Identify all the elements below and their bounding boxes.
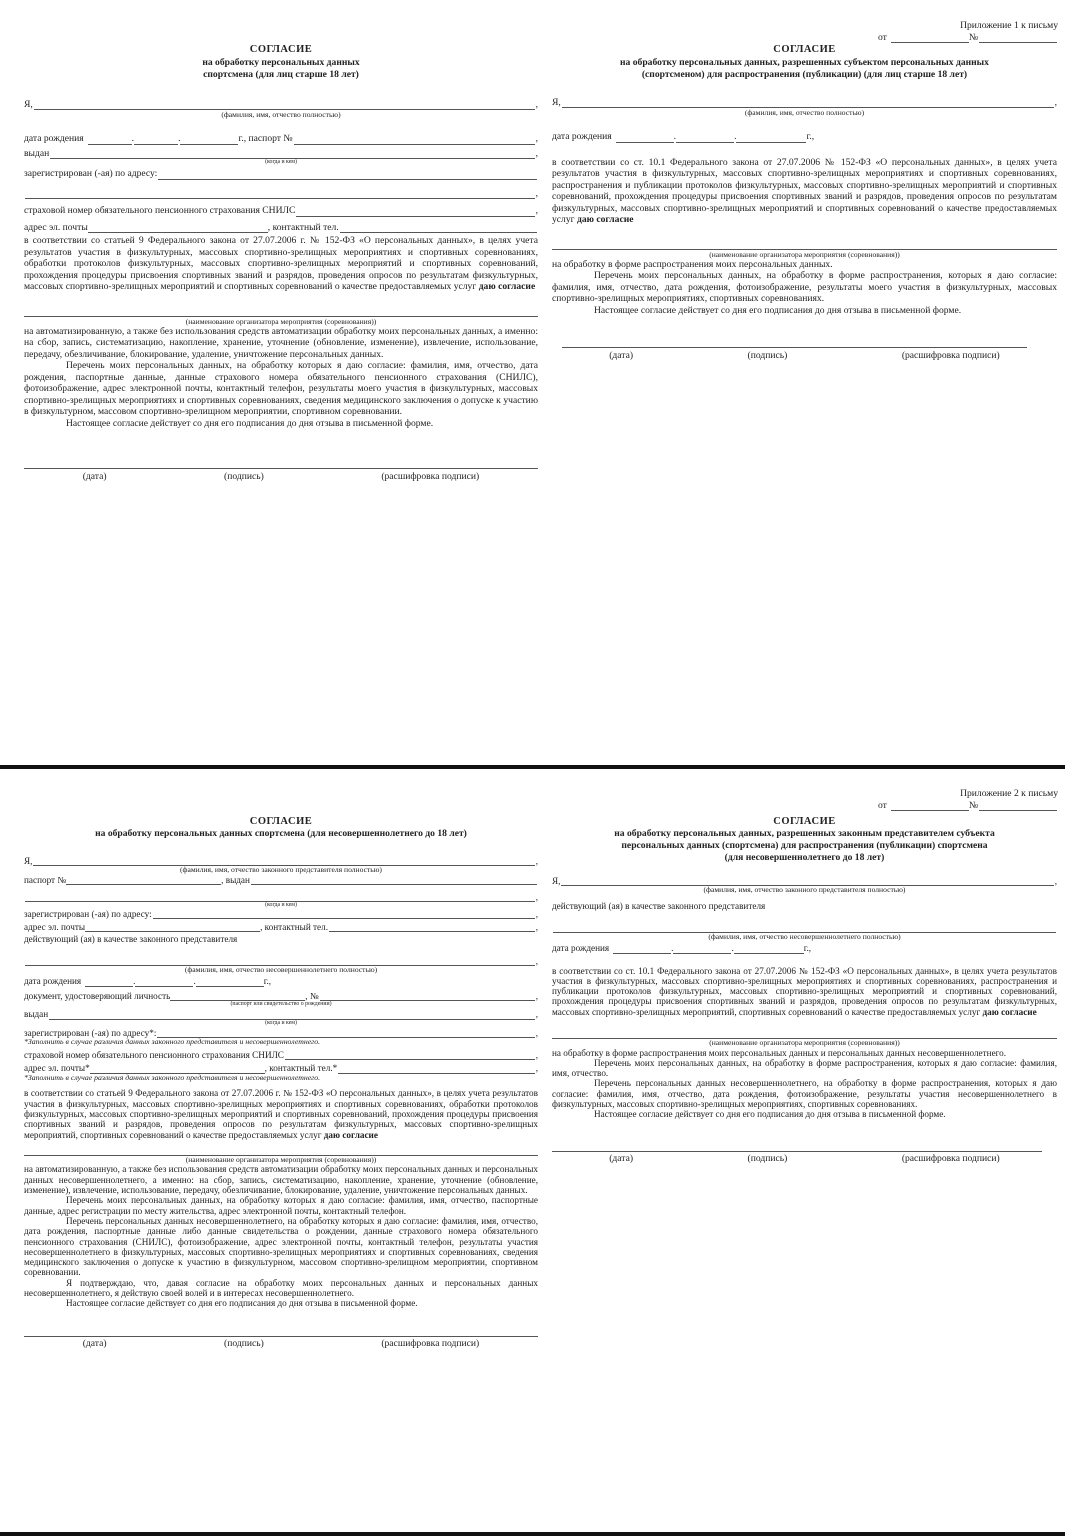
hint-organizer: (наименование организатора мероприятия (соревнования)) (709, 249, 900, 259)
signature-line[interactable] (552, 1150, 1042, 1152)
dob-month-field[interactable] (135, 977, 193, 987)
footnote-address: *Заполнить в случае различия данных законного представителя и несовершеннолетнего. (24, 1037, 321, 1047)
issued-field-2[interactable] (25, 892, 535, 902)
snils-field[interactable] (296, 207, 534, 217)
dob-day-field[interactable] (85, 977, 133, 987)
hint-fio-rep: (фамилия, имя, отчество законного представителя полностью) (180, 865, 382, 875)
phone-field[interactable] (340, 223, 537, 233)
sheet-bottom (0, 770, 1065, 1532)
consent-form-adult-publication (552, 44, 1057, 362)
signature-captions: (дата) (подпись) (расшифровка подписи) (609, 350, 1000, 362)
sheet-divider (0, 765, 1065, 769)
hint-id-document: (паспорт или свидетельство о рождении) (230, 1000, 332, 1007)
passport-field[interactable] (294, 135, 535, 145)
validity-paragraph: Настоящее согласие действует со дня его подписания до дня отзыва в письменной форме. (66, 417, 434, 429)
address-minor-row: зарегистрирован (-ая) по адресу*: , (24, 1028, 538, 1039)
contacts-row: адрес эл. почты , контактный тел. (24, 222, 538, 234)
fio-row: Я, , (24, 855, 538, 866)
consent-form-minor: СОГЛАСИЕ на обработку персональных данных спортсмена (для несовершеннолетнего до 18 лет) Я, , (фамилия, имя, отчество законного представителя полностью) паспорт № , выдан , (когда и кем) зарегистрирован (-ая) по адресу: , адрес эл. почты , контактный тел. , действующий (ая) в качестве законного представителя , (фамилия, имя, отчество несовершеннолетнего полностью) дата рождения . . г., документ, удостоверяющий личность , № , (паспорт или свидетельство о рождении) выдан , (когда и кем) зарегистрирован (-ая) по адресу*: , *Заполнить в случае различия данных законного представителя и несовершеннолетнего. страховой номер обязательного пенсионного страхования СНИЛС , адрес эл. почты* , контактный тел.* , *Заполнить в случае различия данных законного представителя и несовершеннолетнего. в соответствии со статьей 9 Федерального закона от 27.07.2006 г. № 152-ФЗ «О персональных данных», в целях учета результатов участия в физкультурных, массовых спортивно-зрелищных мероприятиях и спортивных соревнованиях, обработки протоколов физкультурных, массовых спортивно-зрелищных мероприятий и спортивных соревнований, прохождения процедуры присвоения спортивных званий и разрядов, проведения опросов по результатам физкультурных, массовых спортивно-зрелищных мероприятий, спортивных соревнований о качестве предоставляемых услуг даю согласие (наименование организатора мероприятия (соревнования)) на автоматизированную, а также без использования средств автоматизации обработку моих персональных данных и персональных данных несовершеннолетнего, а именно: на сбор, запись, систематизацию, накопление, хранение, уточнение (обновление, изменение), извлечение, использование, передачу, обезличивание, блокирование, удаление, уничтожение персональных данных. Перечень моих персональных данных, на обработку которых я даю согласие: фамилия, имя, отчество, паспортные данные, адрес регистрации по месту жительства, адрес электронной почты, контактный телефон. Перечень персональных данных несовершеннолетнего, на обработку которых я даю согласие: фамилия, имя, отчество, дата рождения, паспортные данные либо данные свидетельства о рождении, данные страхового номера обязательного пенсионного страхования (СНИЛС), фотоизображение, адрес электронной почты, контактный телефон, результаты участия несовершеннолетнего в физкультурных, массовых спортивно-зрелищных мероприятиях и спортивных соревнованиях, сведения медицинского заключения о допуске к участию в физкультурном, массовом спортивно-зрелищном мероприятии, спортивном соревновании. Я подтверждаю, что, давая согласие на обработку моих персональных данных и персональных данных несовершеннолетнего, я действую своей волей и в интересах несовершеннолетнего. Настоящее согласие действует со дня его подписания до дня отзыва в письменной форме. (дата) (подпись) (расшифровка подписи) (24, 816, 538, 1349)
consent-form-adult: СОГЛАСИЕ на обработку персональных данных спортсмена (для лиц старше 18 лет) Я, , (фамилия, имя, отчество полностью) дата рождения . . г., паспорт № , выдан , (когда и кем) зарегистрирован (-ая) по адресу: , страховой номер обязательного пенсионного страхования СНИЛС , адрес эл. почты , контактный тел. в соответствии со статьей 9 Федерального закона от 27.07.2006 г. № 152-ФЗ «О персональных данных», в целях учета результатов участия в физкультурных, массовых спортивно-зрелищных мероприятиях и спортивных соревнованиях, обработки протоколов физкультурных, массовых спортивно-зрелищных мероприятий и спортивных соревнований, прохождения процедуры присвоения спортивных званий и разрядов, проведения опросов по результатам физкультурных, массовых спортивно-зрелищных мероприятий и спортивных соревнований о качестве предоставляемых услуг даю согласие (наименование организатора мероприятия (соревнования)) на автоматизированную, а также без использования средств автоматизации обработку моих персональных данных, а именно: на сбор, запись, систематизацию, накопление, хранение, уточнение (обновление, изменение), извлечение, использование, передачу, обезличивание, блокирование, удаление, уничтожение персональных данных. Перечень моих персональных данных, на обработку которых я даю согласие: фамилия, имя, отчество, дата рождения, паспортные данные, данные страхового номера обязательного пенсионного страхования (СНИЛС), фотоизображение, адрес электронной почты, контактный телефон, результаты моего участия в физкультурных, массовых спортивно-зрелищных мероприятиях и спортивных соревнованиях, сведения медицинского заключения о допуске к участию в физкультурном, массовом спортивно-зрелищном мероприятии, спортивном соревновании. Настоящее согласие действует со дня его подписания до дня отзыва в письменной форме. (дата) (подпись) (расшифровка подписи) (24, 44, 538, 483)
address-row: зарегистрирован (-ая) по адресу: (24, 168, 538, 180)
appendix-label: Приложение 2 к письму (960, 788, 1058, 799)
form-title: СОГЛАСИЕ (249, 816, 313, 827)
dob-day-field[interactable] (88, 135, 132, 145)
form-subtitle: на обработку персональных данных (202, 56, 360, 68)
form-subtitle: на обработку персональных данных, разрешенных субъектом персональных данных (620, 56, 989, 68)
passport-field[interactable] (66, 875, 221, 885)
signature-line[interactable] (24, 467, 538, 469)
form-subtitle: спортсмена (для лиц старше 18 лет) (203, 68, 359, 80)
phone-minor-field[interactable] (338, 1064, 534, 1074)
dob-year-field[interactable] (180, 135, 238, 145)
signature-captions: (дата) (подпись) (расшифровка подписи) (82, 471, 480, 483)
address-field[interactable] (153, 909, 535, 919)
issued-row: выдан , (24, 147, 538, 159)
issued-field[interactable] (251, 875, 537, 885)
confirm-paragraph: Я подтверждаю, что, давая согласие на обработку моих персональных данных и персональных данных несовершеннолетнего, я действую своей волей и в интересах несовершеннолетнего. (24, 1277, 538, 1299)
signature-captions: (дата) (подпись) (расшифровка подписи) (609, 1152, 1000, 1164)
dob-year-field[interactable] (736, 133, 806, 143)
id-document-row: документ, удостоверяющий личность , № , (24, 990, 538, 1001)
list-minor-paragraph: Перечень персональных данных несовершеннолетнего, на обработку которых я даю согласие: фамилия, имя, отчество, дата рождения, паспортные данные либо данные свидетельства о рождении, данные страхового номера обязательного пенсионного страхования (СНИЛС), фотоизображение, адрес электронной почты, контактный телефон, результаты участия несовершеннолетнего в физкультурных, массовых спортивно-зрелищных мероприятиях и спортивных соревнованиях, сведения медицинского заключения о допуске к участию в физкультурном, массовом спортивно-зрелищном мероприятии, спортивном соревновании. (24, 1215, 538, 1278)
appendix-label: Приложение 1 к письму (960, 20, 1058, 31)
letter-date-field[interactable] (891, 801, 969, 811)
id-document-field[interactable] (170, 991, 305, 1001)
form-subtitle: персональных данных (спортсмена) для распространения (публикации) спортсмена (621, 839, 988, 851)
fio-row: Я, , (552, 875, 1057, 886)
email-field[interactable] (88, 223, 268, 233)
form-title: СОГЛАСИЕ (249, 44, 313, 55)
snils-field[interactable] (285, 1050, 535, 1060)
acting-label: действующий (ая) в качестве законного представителя (24, 934, 238, 945)
issued-minor-row: выдан , (24, 1009, 538, 1020)
fio-row: Я, , (24, 98, 538, 110)
contacts-minor-row: адрес эл. почты* , контактный тел.* , (24, 1063, 538, 1074)
acting-label: действующий (ая) в качестве законного представителя (552, 900, 766, 911)
hint-fio-rep: (фамилия, имя, отчество законного представителя полностью) (703, 885, 906, 894)
address-field-2[interactable] (25, 189, 535, 199)
fio-field[interactable] (34, 100, 535, 110)
form-subtitle: (спортсменом) для распространения (публикации) (для лиц старше 18 лет) (641, 68, 968, 80)
letter-number-field[interactable] (979, 801, 1057, 811)
basis-paragraph: в соответствии со статьей 9 Федерального закона от 27.07.2006 г. № 152-ФЗ «О персональных данных», в целях учета результатов участия в физкультурных, массовых спортивно-зрелищных мероприятиях и спортивных соревнованиях, обработки протоколов физкультурных, массовых спортивно-зрелищных мероприятий и спортивных соревнований, прохождения процедуры присвоения спортивных званий и разрядов, проведения опросов по результатам физкультурных, массовых спортивно-зрелищных мероприятий и спортивных соревнований о качестве предоставляемых услуг даю согласие (24, 235, 538, 293)
dob-month-field[interactable] (134, 135, 178, 145)
id-number-field[interactable] (320, 991, 535, 1001)
address-field[interactable] (158, 170, 537, 180)
dob-year-field[interactable] (196, 977, 264, 987)
letter-number-field[interactable] (979, 33, 1057, 43)
basis-paragraph: в соответствии со ст. 10.1 Федерального закона от 27.07.2006 № 152-ФЗ «О персональных данных», в целях учета результатов участия в физкультурных, массовых спортивно-зрелищных мероприятиях и спортивных соревнованиях, распространения и публикации протоколов физкультурных, массовых спортивно-зрелищных мероприятий и спортивных соревнований, прохождения процедуры присвоения спортивных званий и разрядов, проведения опросов по результатам физкультурных, массовых спортивно-зрелищных мероприятий и спортивных соревнований о качестве предоставляемых услуг даю согласие (552, 156, 1057, 226)
validity-paragraph: Настоящее согласие действует со дня его подписания до дня отзыва в письменной форме. (66, 1298, 418, 1309)
passport-row: паспорт № , выдан (24, 875, 538, 885)
dob-row: дата рождения . . г., (552, 943, 812, 954)
dob-row: дата рождения . . г., (24, 976, 272, 987)
sheet-top (0, 0, 1065, 765)
signature-line[interactable] (562, 346, 1027, 348)
processing-paragraph: на автоматизированную, а также без использования средств автоматизации обработку моих персональных данных и персональных данных несовершеннолетнего, а именно: на сбор, запись, систематизацию, накопление, хранение, уточнение (обновление, изменение), извлечение, использование, передачу, обезличивание, блокирование, удаление, уничтожение персональных данных. (24, 1164, 538, 1196)
footnote-contacts: *Заполнить в случае различия данных законного представителя и несовершеннолетнего. (24, 1072, 321, 1082)
hint-fio: (фамилия, имя, отчество полностью) (744, 108, 865, 118)
hint-issued: (когда и кем) (265, 159, 297, 166)
dob-month-field[interactable] (676, 133, 734, 143)
signature-line[interactable] (24, 1335, 538, 1337)
dob-day-field[interactable] (613, 944, 671, 954)
dob-month-field[interactable] (673, 944, 731, 954)
address-row: зарегистрирован (-ая) по адресу: , (24, 908, 538, 919)
dob-year-field[interactable] (734, 944, 804, 954)
fio-field[interactable] (562, 98, 1054, 108)
dob-day-field[interactable] (616, 133, 674, 143)
hint-fio-minor: (фамилия, имя, отчество несовершеннолетнего полностью) (708, 931, 901, 941)
hint-fio: (фамилия, имя, отчество полностью) (221, 110, 341, 120)
form-subtitle: (для несовершеннолетнего до 18 лет) (724, 851, 885, 863)
phone-field[interactable] (329, 922, 535, 932)
processing-paragraph: на обработку в форме распространения моих персональных данных. (552, 258, 833, 270)
form-title: СОГЛАСИЕ (773, 44, 836, 55)
contacts-row: адрес эл. почты , контактный тел. , (24, 921, 538, 932)
issued-minor-field[interactable] (49, 1010, 535, 1020)
appendix-header: Приложение 1 к письму от № (878, 20, 1058, 43)
basis-paragraph: в соответствии со статьей 9 Федерального закона от 27.07.2006 г. № 152-ФЗ «О персональных данных», в целях учета результатов участия в физкультурных, массовых спортивно-зрелищных мероприятиях и спортивных соревнованиях, обработки протоколов физкультурных, массовых спортивно-зрелищных мероприятий и спортивных соревнований, прохождения процедуры присвоения спортивных званий и разрядов, проведения опросов по результатам физкультурных, массовых спортивно-зрелищных мероприятий, спортивных соревнований о качестве предоставляемых услуг даю согласие (24, 1088, 538, 1140)
hint-organizer: (наименование организатора мероприятия (соревнования)) (185, 316, 377, 326)
email-field[interactable] (85, 922, 260, 932)
letter-date-field[interactable] (891, 33, 969, 43)
appendix-header: Приложение 2 к письму от № (878, 788, 1058, 811)
validity-paragraph: Настоящее согласие действует со дня его подписания до дня отзыва в письменной форме. (594, 1109, 946, 1120)
signature-captions: (дата) (подпись) (расшифровка подписи) (82, 1337, 480, 1349)
validity-paragraph: Настоящее согласие действует со дня его подписания до дня отзыва в письменной форме. (594, 304, 962, 316)
list-own-paragraph: Перечень моих персональных данных, на обработку в форме распространения, которых я даю согласие: фамилия, имя, отчество. (552, 1057, 1057, 1079)
dob-row: дата рождения . . г., (552, 131, 815, 143)
hint-issued: (когда и кем) (265, 902, 297, 909)
fio-row: Я, , (552, 96, 1057, 108)
basis-paragraph: в соответствии со ст. 10.1 Федерального закона от 27.07.2006 № 152-ФЗ «О персональных данных», в целях учета результатов участия в физкультурных, массовых спортивно-зрелищных мероприятиях и спортивных соревнованиях, распространения и публикации протоколов физкультурных, массовых спортивно-зрелищных мероприятий и спортивных соревнований, прохождения процедуры присвоения спортивных званий и разрядов, проведения опросов по результатам физкультурных, массовых спортивно-зрелищных мероприятий, спортивных соревнований о качестве предоставляемых услуг даю согласие (552, 965, 1057, 1017)
form-title: СОГЛАСИЕ (773, 816, 836, 827)
hint-fio-minor: (фамилия, имя, отчество несовершеннолетнего полностью) (184, 964, 378, 974)
hint-organizer: (наименование организатора мероприятия (соревнования)) (709, 1038, 900, 1048)
list-own-paragraph: Перечень моих персональных данных, на обработку которых я даю согласие: фамилия, имя, отчество, паспортные данные, адрес регистрации по месту жительства, адрес электронной почты, контактный телефон. (24, 1195, 538, 1216)
hint-organizer: (наименование организатора мероприятия (соревнования)) (185, 1154, 377, 1164)
form-subtitle: на обработку персональных данных, разрешенных законным представителем субъекта (614, 827, 995, 839)
processing-paragraph: на автоматизированную, а также без использования средств автоматизации обработку моих персональных данных, а именно: на сбор, запись, систематизацию, накопление, хранение, уточнение (обновление, изменение), извлечение, использование, передачу, обезличивание, блокирование, удаление, уничтожение персональных данных. (24, 325, 538, 360)
consent-form-minor-publication (552, 816, 1057, 1164)
issued-field[interactable] (50, 149, 534, 159)
snils-row: страховой номер обязательного пенсионного страхования СНИЛС , (24, 205, 538, 217)
processing-paragraph: на обработку в форме распространения моих персональных данных и персональных данных несовершеннолетнего. (552, 1047, 1007, 1058)
hint-issued-minor: (когда и кем) (265, 1019, 297, 1026)
dob-passport-row: дата рождения . . г., паспорт № , (24, 133, 538, 145)
sheet-divider-bottom (0, 1532, 1065, 1536)
form-subtitle: на обработку персональных данных спортсмена (для несовершеннолетнего до 18 лет) (95, 827, 467, 839)
list-minor-paragraph: Перечень персональных данных несовершеннолетнего, на обработку в форме распространения, которых я даю согласие: фамилия, имя, отчество, дата рождения, фотоизображение, результаты участия несовершеннолетнего в физкультурных, массовых спортивно-зрелищных мероприятиях, спортивных соревнованиях. (552, 1078, 1057, 1110)
snils-row: страховой номер обязательного пенсионного страхования СНИЛС , (24, 1050, 538, 1061)
list-paragraph: Перечень моих персональных данных, на обработку которых я даю согласие: фамилия, имя, отчество, дата рождения, паспортные данные, данные страхового номера обязательного пенсионного страхования (СНИЛС), фотоизображение, адрес электронной почты, контактный телефон, результаты моего участия в физкультурных, массовых спортивно-зрелищных мероприятиях и спортивных соревнованиях, сведения медицинского заключения о допуске к участию в физкультурном, массовом спортивно-зрелищном мероприятии, спортивном соревновании. (24, 360, 538, 418)
list-paragraph: Перечень моих персональных данных, на обработку в форме распространения, которых я даю согласие: фамилия, имя, отчество, дата рождения, фотоизображение, результаты моего участия в физкультурных, массовых спортивно-зрелищных мероприятиях, спортивных соревнованиях. (552, 270, 1057, 305)
